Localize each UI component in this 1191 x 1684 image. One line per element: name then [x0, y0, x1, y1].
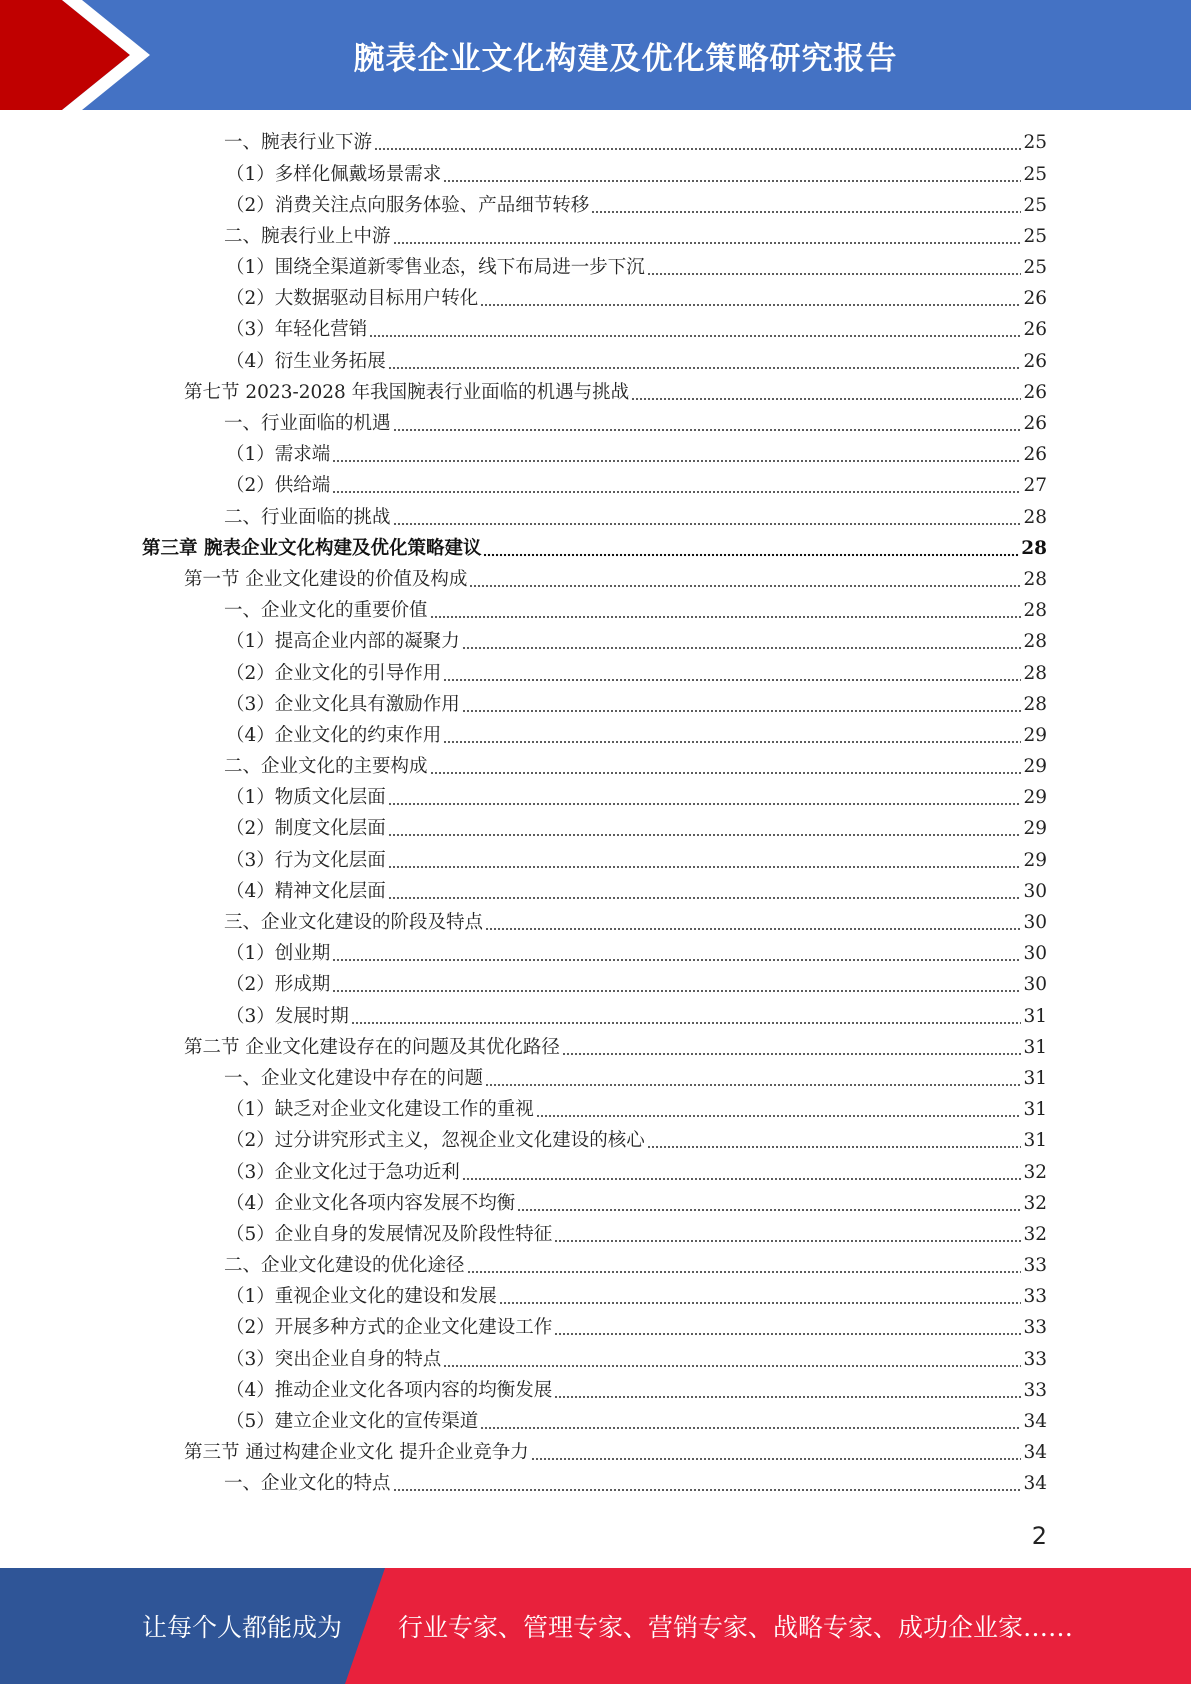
- toc-entry-title: 一、企业文化的特点: [224, 1473, 391, 1495]
- toc-entry[interactable]: [0, 908, 1191, 939]
- toc-dot-leader: [393, 415, 1022, 434]
- toc-entry-title: （2）过分讲究形式主义，忽视企业文化建设的核心: [226, 1130, 645, 1152]
- toc-entry-page: 25: [1023, 132, 1047, 154]
- toc-entry-title: （2）企业文化的引导作用: [226, 662, 442, 684]
- toc-entry-title: （5）建立企业文化的宣传渠道: [226, 1411, 479, 1433]
- toc-entry-page: 29: [1023, 724, 1047, 746]
- toc-entry-page: 28: [1023, 693, 1047, 715]
- toc-entry[interactable]: [0, 1469, 1191, 1500]
- toc-entry[interactable]: [0, 1126, 1191, 1157]
- toc-entry[interactable]: [0, 689, 1191, 720]
- toc-entry[interactable]: [0, 533, 1191, 564]
- toc-dot-leader: [469, 571, 1021, 590]
- toc-dot-leader: [485, 1070, 1021, 1089]
- toc-entry-title: （2）开展多种方式的企业文化建设工作: [226, 1317, 553, 1339]
- toc-entry-page: 29: [1023, 756, 1047, 778]
- toc-dot-leader: [332, 976, 1021, 995]
- toc-entry[interactable]: [0, 315, 1191, 346]
- toc-dot-leader: [351, 1008, 1022, 1027]
- toc-entry-page: 26: [1023, 350, 1047, 372]
- toc-dot-leader: [536, 1101, 1022, 1120]
- toc-entry-page: 33: [1023, 1317, 1047, 1339]
- toc-entry[interactable]: [0, 1001, 1191, 1032]
- toc-dot-leader: [430, 602, 1022, 621]
- toc-entry-page: 34: [1023, 1473, 1047, 1495]
- toc-entry[interactable]: [0, 1157, 1191, 1188]
- toc-entry[interactable]: [0, 253, 1191, 284]
- toc-entry[interactable]: [0, 378, 1191, 409]
- toc-entry[interactable]: [0, 409, 1191, 440]
- toc-entry-title: （2）制度文化层面: [226, 818, 386, 840]
- toc-entry-page: 32: [1023, 1192, 1047, 1214]
- toc-entry-title: （4）精神文化层面: [226, 880, 386, 902]
- toc-dot-leader: [462, 633, 1022, 652]
- toc-entry-page: 25: [1023, 163, 1047, 185]
- toc-entry-title: （4）衍生业务拓展: [226, 350, 386, 372]
- toc-entry[interactable]: [0, 1095, 1191, 1126]
- toc-dot-leader: [388, 852, 1022, 871]
- toc-entry[interactable]: [0, 1188, 1191, 1219]
- toc-entry-page: 30: [1023, 943, 1047, 965]
- toc-dot-leader: [393, 228, 1022, 247]
- toc-entry[interactable]: [0, 783, 1191, 814]
- toc-entry-title: （4）推动企业文化各项内容的均衡发展: [226, 1379, 553, 1401]
- toc-entry-page: 26: [1023, 444, 1047, 466]
- toc-dot-leader: [374, 134, 1021, 153]
- toc-entry[interactable]: [0, 658, 1191, 689]
- toc-entry-title: （4）企业文化各项内容发展不均衡: [226, 1192, 516, 1214]
- toc-entry-title: （1）重视企业文化的建设和发展: [226, 1286, 497, 1308]
- toc-dot-leader: [443, 727, 1021, 746]
- toc-entry-page: 31: [1023, 1036, 1047, 1058]
- toc-dot-leader: [531, 1444, 1022, 1463]
- toc-entry-page: 25: [1023, 257, 1047, 279]
- toc-dot-leader: [499, 1288, 1022, 1307]
- toc-dot-leader: [462, 696, 1022, 715]
- toc-entry-title: （4）企业文化的约束作用: [226, 724, 442, 746]
- toc-entry-page: 27: [1023, 475, 1047, 497]
- toc-dot-leader: [332, 477, 1021, 496]
- toc-entry[interactable]: [0, 159, 1191, 190]
- toc-dot-leader: [388, 353, 1022, 372]
- table-of-contents: [0, 128, 1191, 1500]
- toc-entry[interactable]: [0, 1282, 1191, 1313]
- toc-entry[interactable]: [0, 1064, 1191, 1095]
- toc-entry[interactable]: [0, 627, 1191, 658]
- toc-dot-leader: [393, 1475, 1022, 1494]
- toc-entry[interactable]: [0, 721, 1191, 752]
- toc-entry[interactable]: [0, 190, 1191, 221]
- toc-dot-leader: [388, 789, 1022, 808]
- toc-entry-title: （3）突出企业自身的特点: [226, 1348, 442, 1370]
- toc-entry[interactable]: [0, 1251, 1191, 1282]
- toc-entry[interactable]: [0, 1032, 1191, 1063]
- toc-entry-title: 一、企业文化建设中存在的问题: [224, 1067, 484, 1089]
- toc-dot-leader: [554, 1319, 1021, 1338]
- toc-entry-page: 32: [1023, 1161, 1047, 1183]
- toc-entry-page: 25: [1023, 225, 1047, 247]
- toc-entry-title: 第一节 企业文化建设的价值及构成: [184, 568, 468, 590]
- toc-entry-page: 26: [1023, 381, 1047, 403]
- toc-entry-page: 31: [1023, 1099, 1047, 1121]
- toc-entry-page: 28: [1023, 568, 1047, 590]
- toc-entry-page: 33: [1023, 1348, 1047, 1370]
- toc-entry-title: 一、腕表行业下游: [224, 132, 373, 154]
- toc-entry-title: （1）提高企业内部的凝聚力: [226, 631, 460, 653]
- toc-dot-leader: [369, 321, 1021, 340]
- toc-entry-title: （1）多样化佩戴场景需求: [226, 163, 442, 185]
- toc-dot-leader: [462, 1164, 1022, 1183]
- toc-entry-title: （1）围绕全渠道新零售业态，线下布局进一步下沉: [226, 257, 645, 279]
- toc-entry-page: 26: [1023, 319, 1047, 341]
- report-title: 腕表企业文化构建及优化策略研究报告: [353, 40, 898, 77]
- toc-entry-page: 26: [1023, 413, 1047, 435]
- toc-entry[interactable]: [0, 471, 1191, 502]
- toc-entry-page: 29: [1023, 787, 1047, 809]
- toc-entry-title: 第三节 通过构建企业文化 提升企业竞争力: [184, 1442, 529, 1464]
- toc-entry-title: （3）企业文化具有激励作用: [226, 693, 460, 715]
- toc-dot-leader: [647, 1132, 1022, 1151]
- page-header: [0, 0, 1191, 110]
- toc-entry-page: 28: [1023, 600, 1047, 622]
- toc-entry-title: （1）物质文化层面: [226, 787, 386, 809]
- toc-entry[interactable]: [0, 877, 1191, 908]
- toc-entry-page: 28: [1023, 506, 1047, 528]
- toc-dot-leader: [647, 259, 1022, 278]
- toc-dot-leader: [467, 1257, 1022, 1276]
- toc-entry[interactable]: [0, 939, 1191, 970]
- toc-entry-title: （3）年轻化营销: [226, 319, 368, 341]
- toc-entry-title: 第三章 腕表企业文化构建及优化策略建议: [142, 537, 482, 559]
- toc-entry-title: 三、企业文化建设的阶段及特点: [224, 912, 484, 934]
- toc-entry-page: 34: [1023, 1442, 1047, 1464]
- toc-dot-leader: [443, 1351, 1021, 1370]
- toc-entry[interactable]: [0, 845, 1191, 876]
- toc-entry-title: 二、腕表行业上中游: [224, 225, 391, 247]
- toc-entry-title: 一、企业文化的重要价值: [224, 600, 428, 622]
- toc-dot-leader: [485, 914, 1021, 933]
- toc-entry-page: 28: [1021, 537, 1047, 559]
- toc-entry[interactable]: [0, 1438, 1191, 1469]
- toc-dot-leader: [480, 1413, 1021, 1432]
- toc-entry[interactable]: [0, 752, 1191, 783]
- toc-entry[interactable]: [0, 1407, 1191, 1438]
- toc-dot-leader: [554, 1382, 1021, 1401]
- toc-entry-page: 30: [1023, 880, 1047, 902]
- toc-entry-title: （1）需求端: [226, 444, 331, 466]
- toc-entry[interactable]: [0, 346, 1191, 377]
- toc-entry-page: 29: [1023, 818, 1047, 840]
- toc-dot-leader: [393, 509, 1022, 528]
- toc-dot-leader: [480, 290, 1021, 309]
- toc-entry-title: （1）缺乏对企业文化建设工作的重视: [226, 1099, 534, 1121]
- toc-entry-title: （2）大数据驱动目标用户转化: [226, 288, 479, 310]
- toc-entry-title: （2）消费关注点向服务体验、产品细节转移: [226, 194, 590, 216]
- toc-entry[interactable]: [0, 1313, 1191, 1344]
- toc-entry-title: 二、企业文化建设的优化途径: [224, 1255, 465, 1277]
- toc-entry-title: （5）企业自身的发展情况及阶段性特征: [226, 1223, 553, 1245]
- toc-dot-leader: [430, 758, 1022, 777]
- footer-slogan: 让每个人都能成为: [142, 1613, 343, 1642]
- toc-entry-page: 25: [1023, 194, 1047, 216]
- footer-roles: 行业专家、管理专家、营销专家、战略专家、成功企业家……: [398, 1613, 1074, 1642]
- toc-dot-leader: [631, 384, 1021, 403]
- toc-entry-page: 30: [1023, 912, 1047, 934]
- toc-dot-leader: [591, 197, 1021, 216]
- toc-entry-title: 二、行业面临的挑战: [224, 506, 391, 528]
- toc-entry-title: 第七节 2023-2028 年我国腕表行业面临的机遇与挑战: [184, 381, 630, 403]
- toc-entry-page: 34: [1023, 1411, 1047, 1433]
- toc-entry-title: 一、行业面临的机遇: [224, 413, 391, 435]
- toc-dot-leader: [443, 166, 1021, 185]
- toc-entry-page: 26: [1023, 288, 1047, 310]
- toc-entry[interactable]: [0, 1376, 1191, 1407]
- toc-entry-page: 31: [1023, 1005, 1047, 1027]
- toc-entry-title: （3）行为文化层面: [226, 849, 386, 871]
- toc-entry-page: 33: [1023, 1286, 1047, 1308]
- toc-entry-page: 32: [1023, 1223, 1047, 1245]
- toc-entry[interactable]: [0, 502, 1191, 533]
- toc-dot-leader: [443, 665, 1021, 684]
- toc-dot-leader: [332, 945, 1021, 964]
- toc-dot-leader: [332, 446, 1021, 465]
- toc-entry-page: 33: [1023, 1379, 1047, 1401]
- toc-entry-title: （3）企业文化过于急功近利: [226, 1161, 460, 1183]
- toc-entry-page: 29: [1023, 849, 1047, 871]
- toc-dot-leader: [483, 540, 1019, 559]
- toc-entry[interactable]: [0, 596, 1191, 627]
- toc-entry-page: 28: [1023, 662, 1047, 684]
- toc-entry-page: 33: [1023, 1255, 1047, 1277]
- toc-entry[interactable]: [0, 440, 1191, 471]
- toc-entry[interactable]: [0, 970, 1191, 1001]
- toc-entry-title: （2）形成期: [226, 974, 331, 996]
- page-number: 2: [1031, 1522, 1047, 1550]
- toc-entry-title: （3）发展时期: [226, 1005, 349, 1027]
- toc-entry-title: （1）创业期: [226, 943, 331, 965]
- toc-dot-leader: [388, 820, 1022, 839]
- toc-entry-title: 二、企业文化的主要构成: [224, 756, 428, 778]
- toc-entry[interactable]: [0, 284, 1191, 315]
- toc-entry[interactable]: [0, 128, 1191, 159]
- toc-entry[interactable]: [0, 222, 1191, 253]
- toc-entry[interactable]: [0, 1344, 1191, 1375]
- toc-entry-page: 31: [1023, 1130, 1047, 1152]
- toc-entry-page: 30: [1023, 974, 1047, 996]
- toc-dot-leader: [554, 1226, 1021, 1245]
- toc-dot-leader: [388, 883, 1022, 902]
- toc-entry-title: 第二节 企业文化建设存在的问题及其优化路径: [184, 1036, 560, 1058]
- toc-entry-page: 28: [1023, 631, 1047, 653]
- toc-entry[interactable]: [0, 1220, 1191, 1251]
- toc-entry-page: 31: [1023, 1067, 1047, 1089]
- toc-entry-title: （2）供给端: [226, 475, 331, 497]
- toc-dot-leader: [562, 1039, 1022, 1058]
- toc-entry[interactable]: [0, 565, 1191, 596]
- toc-entry[interactable]: [0, 814, 1191, 845]
- page-footer: [0, 1568, 1191, 1684]
- toc-dot-leader: [517, 1195, 1021, 1214]
